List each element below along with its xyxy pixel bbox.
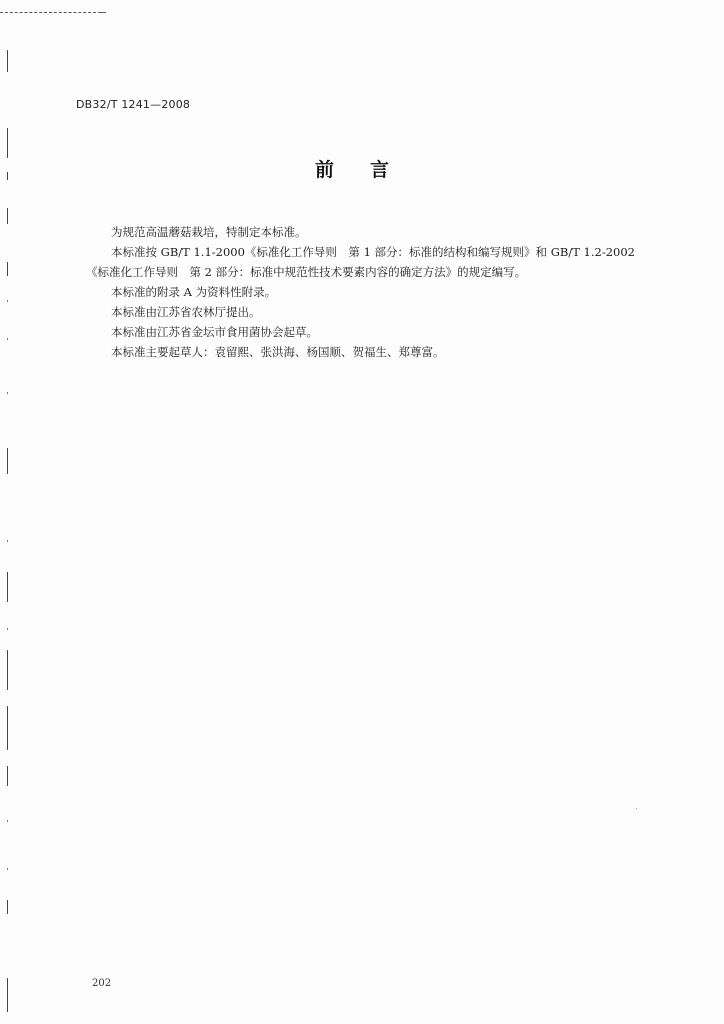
scan-top-rule-tail: [98, 12, 106, 13]
scan-edge-mark: [7, 262, 8, 276]
page-number: 202: [92, 978, 112, 989]
scan-edge-mark: [7, 448, 8, 474]
scan-edge-dot: [7, 392, 8, 394]
scan-edge-mark: [7, 50, 8, 72]
paragraph-appendix: 本标准的附录 A 为资料性附录。: [111, 285, 277, 299]
scan-edge-dot: [7, 820, 8, 822]
foreword-body: [88, 222, 658, 362]
scan-edge-mark: [7, 572, 8, 602]
scan-edge-dot: [7, 300, 8, 302]
scan-edge-mark: [7, 900, 8, 914]
scan-edge-mark: [7, 978, 8, 1012]
scan-edge-dot: [7, 628, 8, 630]
scan-edge-mark: [7, 208, 8, 224]
scan-edge-mark: [7, 650, 8, 690]
paragraph-purpose: 为规范高温蘑菇栽培，特制定本标准。: [111, 225, 307, 239]
scan-edge-mark: [7, 766, 8, 786]
paragraph-drafting-basis: 本标准按 GB/T 1.1-2000《标准化工作导则 第 1 部分：标准的结构和编写规则》和 GB/T 1.2-2002: [111, 245, 635, 259]
paragraph-proposer: 本标准由江苏省农林厅提出。: [111, 305, 261, 319]
paragraph-drafting-unit: 本标准由江苏省金坛市食用菌协会起草。: [111, 325, 318, 339]
scan-edge-mark: [7, 706, 8, 750]
scan-speck: [636, 808, 637, 809]
paragraph-drafting-basis-cont: 《标准化工作导则 第 2 部分：标准中规范性技术要素内容的确定方法》的规定编写。: [86, 265, 527, 279]
standard-code: DB32/T 1241—2008: [76, 98, 191, 111]
scan-edge-dot: [7, 338, 8, 340]
paragraph-drafters: 本标准主要起草人：袁留熙、张洪海、杨国顺、贺福生、郑尊富。: [111, 345, 445, 359]
scan-edge-dot: [7, 540, 8, 542]
scan-edge-mark: [7, 128, 8, 158]
scan-top-rule: [0, 12, 96, 13]
scan-edge-dot: [7, 868, 8, 870]
page-title: 前言: [314, 159, 425, 181]
